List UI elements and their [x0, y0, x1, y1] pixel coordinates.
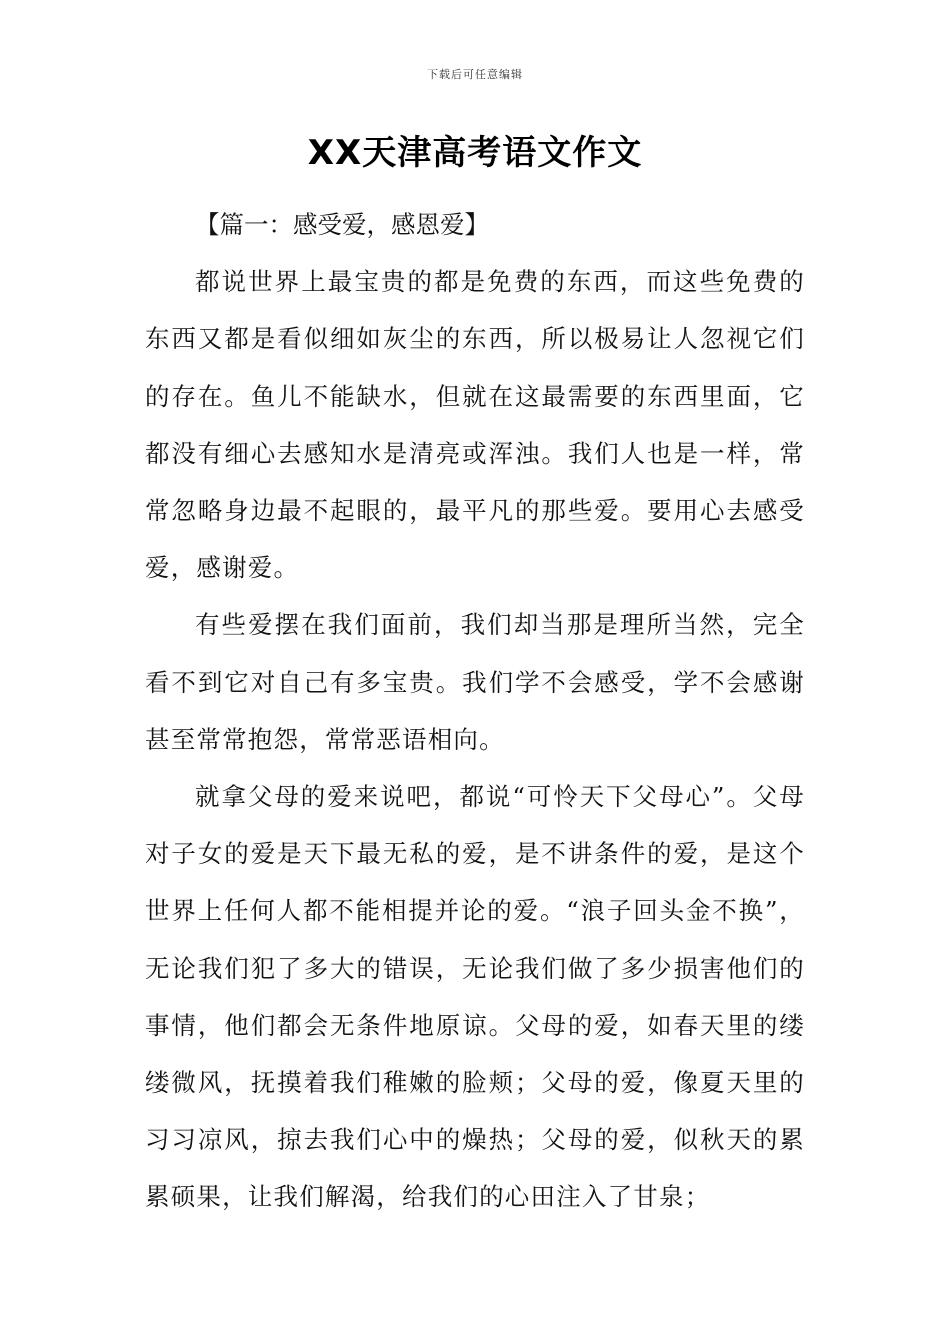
document-body — [145, 196, 805, 1226]
paragraph-1: 都说世界上最宝贵的都是免费的东西，而这些免费的东西又都是看似细如灰尘的东西，所以极易让人忽视它们的存在。鱼儿不能缺水，但就在这最需要的东西里面，它都没有细心去感知水是清亮或浑浊。我们人也是一样，常常忽略身边最不起眼的，最平凡的那些爱。要用心去感受爱，感谢爱。 — [145, 267, 805, 583]
document-title: XX天津高考语文作文 — [307, 133, 643, 173]
paragraph-3: 就拿父母的爱来说吧，都说“可怜天下父母心”。父母对子女的爱是天下最无私的爱，是不讲条件的爱，是这个世界上任何人都不能相提并论的爱。“浪子回头金不换”，无论我们犯了多大的错误，无论我们做了多少损害他们的事情，他们都会无条件地原谅。父母的爱，如春天里的缕缕微风，抚摸着我们稚嫩的脸颊；父母的爱，像夏天里的习习凉风，掠去我们心中的燥热；父母的爱，似秋天的累累硕果，让我们解渴，给我们的心田注入了甘泉； — [145, 782, 805, 1212]
header-note: 下载后可任意编辑 — [427, 68, 523, 81]
paragraph-2: 有些爱摆在我们面前，我们却当那是理所当然，完全看不到它对自己有多宝贵。我们学不会感受，学不会感谢甚至常常抱怨，常常恶语相向。 — [145, 610, 805, 754]
section-heading: 【篇一：感受爱，感恩爱】 — [195, 210, 489, 239]
